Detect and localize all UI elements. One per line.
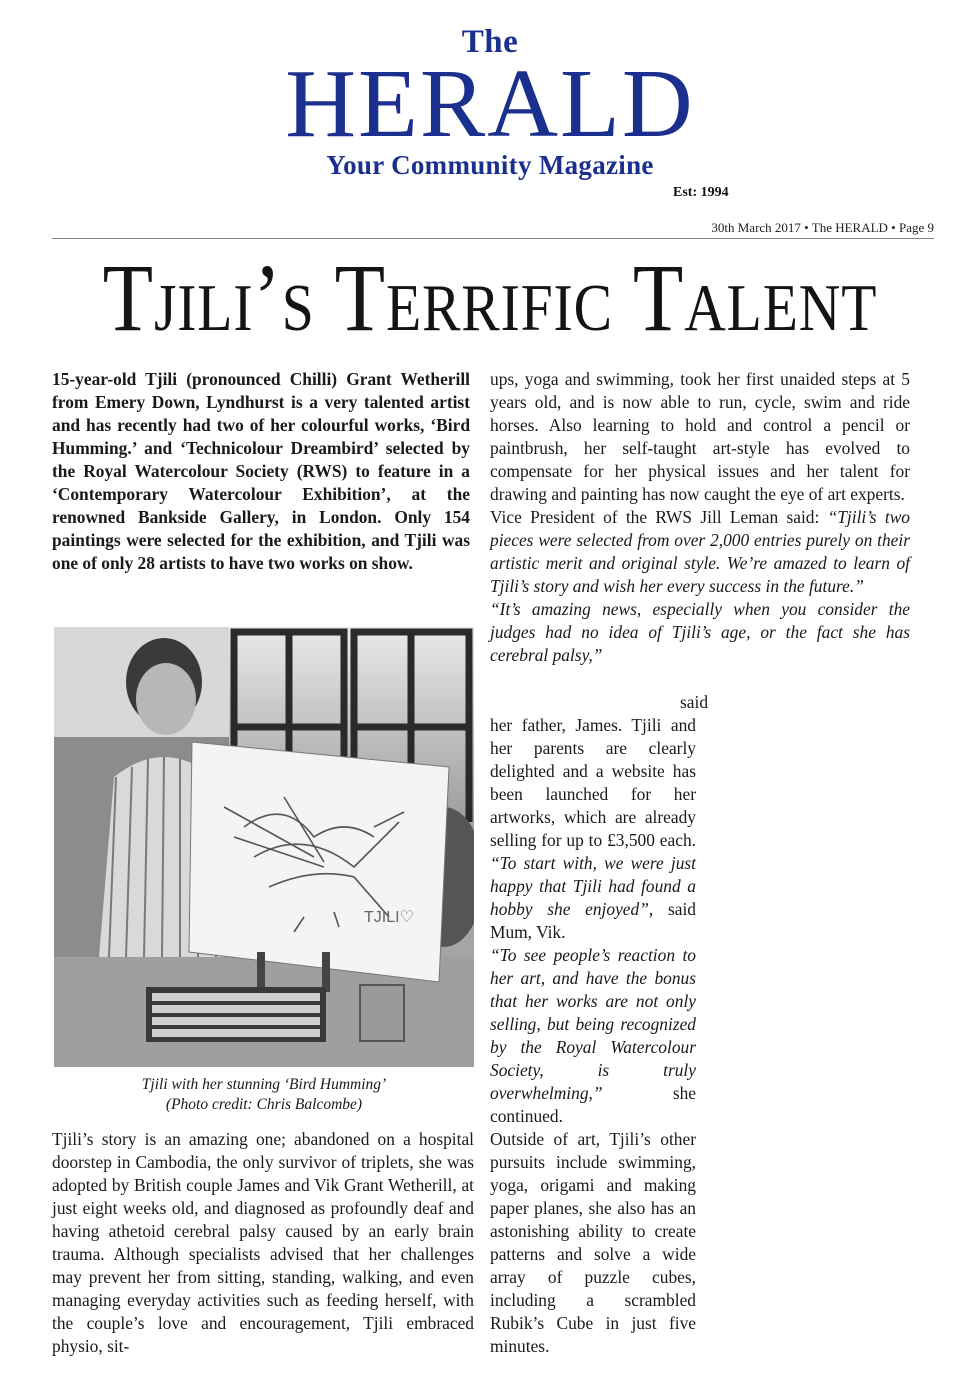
article-headline: Tjili’s Terrific Talent (102, 244, 878, 351)
article-photo (54, 627, 474, 1067)
masthead (0, 22, 980, 182)
right-paragraph-3-quote (490, 598, 910, 667)
p4-tail: she continued. (490, 1083, 696, 1126)
story-right-narrow (490, 714, 696, 1358)
right-paragraph-5: Outside of art, Tjili’s other pursuits include swimming, yoga, origami and making paper planes, she also has an astonishing ability to create patterns and solve a wide array of puzzle cubes, including a scrambled Rubik’s Cube in just five minutes. (490, 1129, 696, 1356)
story-left-column (52, 1128, 474, 1358)
p3-quote-2: “To start with, we were just happy that Tjili had found a hobby she enjoyed” (490, 853, 696, 919)
established-date: Est: 1994 (673, 185, 729, 200)
p2-quote: “Tjili’s two pieces were selected from over 2,000 entries purely on their artistic merit and original style. We’re amazed to learn of Tjili’s story and wish her every success in the future.” (490, 507, 910, 596)
page-info-line: 30th March 2017 • The HERALD • Page 9 (52, 220, 934, 239)
p3-said: said (680, 692, 709, 712)
story-left-paragraph: Tjili’s story is an amazing one; abandoned on a hospital doorstep in Cambodia, the only survivor of triplets, she was adopted by British couple James and Vik Grant Wetherill, at just eight weeks old, and diagnosed as profoundly deaf and having athetoid cerebral palsy caused by an early brain trauma. Although specialists advised that her challenges may prevent her from sitting, standing, walking, and even managing everyday activities such as feeding herself, with the couple’s love and encouragement, Tjili embraced physio, sit- (52, 1129, 474, 1356)
masthead-title: HERALD (285, 50, 695, 158)
right-paragraph-1: ups, yoga and swimming, took her first unaided steps at 5 years old, and is now able to run, cycle, swim and ride horses. Also learning to hold and control a pencil or paintbrush, her self-taught art-style has evolved to compensate for her physical issues and her talent for drawing and painting has now caught the eye of art experts. (490, 369, 910, 504)
p3-rest: her father, James. Tjili and her parents are clearly delighted and a website has been launched for her artworks, which are already selling for up to £3,500 each. (490, 715, 696, 850)
article-intro (52, 368, 470, 575)
masthead-tagline: Your Community Magazine (326, 150, 654, 180)
story-right-upper (490, 368, 910, 667)
photo-caption (52, 1075, 476, 1115)
photo-illustration (54, 627, 474, 1067)
p4-quote: “To see people’s reaction to her art, and have the bonus that her works are not only selling, but being recognized by the Royal Watercolour Society, is truly overwhelming,” (490, 945, 696, 1103)
p2-lead: Vice President of the RWS Jill Leman said: (490, 507, 828, 527)
p3-tail: , said Mum, Vik. (490, 899, 697, 942)
masthead-the: The (461, 24, 519, 60)
photo-signature: TJILI♡ (364, 909, 414, 926)
caption-line-1: Tjili with her stunning ‘Bird Humming’ (141, 1076, 387, 1093)
right-paragraph-4 (490, 944, 696, 1128)
p3-quote: “It’s amazing news, especially when you consider the judges had no idea of Tjili’s age, or the fact she has cerebral palsy,” (490, 599, 910, 665)
intro-paragraph: 15-year-old Tjili (pronounced Chilli) Grant Wetherill from Emery Down, Lyndhurst is a very talented artist and has recently had two of her colourful works, ‘Bird Humming.’ and ‘Technicolour Dreambird’ selected by the Royal Watercolour Society (RWS) to feature in a ‘Contemporary Watercolour Exhibition’, at the renowned Bankside Gallery, in London. Only 154 paintings were selected for the exhibition, and Tjili was one of only 28 artists to have two works on show. (52, 369, 470, 573)
right-paragraph-2 (490, 506, 910, 598)
right-paragraph-3-rest (490, 714, 696, 944)
caption-line-2: (Photo credit: Chris Balcombe) (165, 1096, 363, 1113)
